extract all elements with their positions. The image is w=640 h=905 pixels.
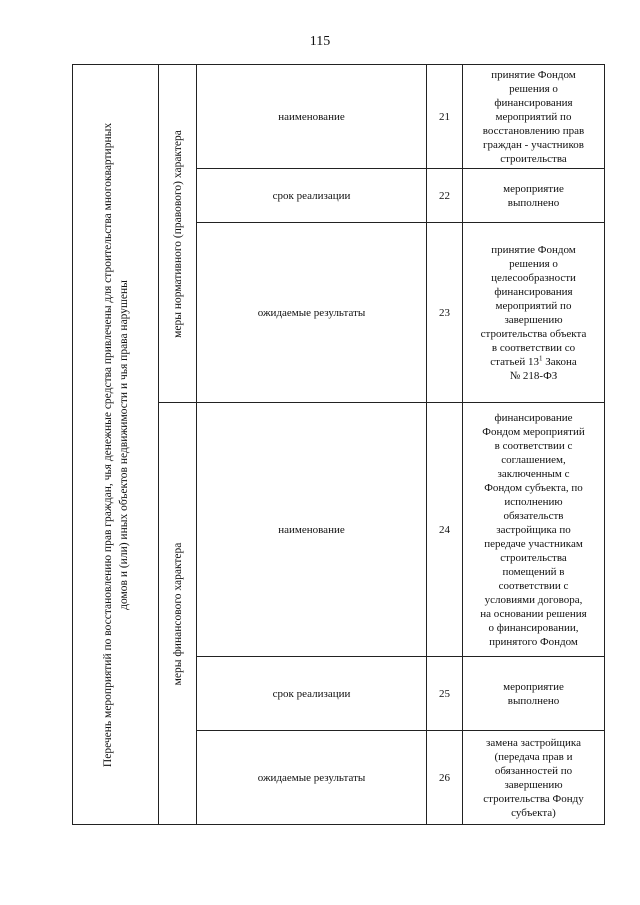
row-label: ожидаемые результаты	[197, 223, 427, 403]
row-value: мероприятие выполнено	[463, 657, 605, 731]
row-value: принятие Фондом решения о финансирования мероприятий по восстановлению прав граждан - участников строительства	[463, 65, 605, 169]
measures-table	[72, 64, 605, 825]
group-title: меры нормативного (правового) характера	[171, 129, 184, 338]
row-number: 25	[427, 657, 463, 731]
row-number: 24	[427, 403, 463, 657]
row-label: наименование	[197, 65, 427, 169]
row-label: ожидаемые результаты	[197, 731, 427, 825]
row-label: срок реализации	[197, 657, 427, 731]
page-number: 115	[309, 34, 331, 49]
row-number: 21	[427, 65, 463, 169]
row-label: наименование	[197, 403, 427, 657]
group-title: меры финансового характера	[171, 542, 184, 685]
row-value: замена застройщика (передача прав и обязанностей по завершению строительства Фонду субъекта)	[463, 731, 605, 825]
row-number: 26	[427, 731, 463, 825]
section-title-line: Перечень мероприятий по восстановлению прав граждан, чья денежные средства привлечены для строительства многоквартирных	[101, 122, 114, 767]
section-title-cell	[73, 65, 159, 825]
row-value: мероприятие выполнено	[463, 169, 605, 223]
row-value: принятие Фондом решения о целесообразности финансирования мероприятий по завершению строительства объекта в соответствии со статьей $13^1$ Закона № 218-ФЗ	[463, 223, 605, 403]
section-title-line: домов и (или) иных объектов недвижимости и чья права нарушены	[117, 279, 130, 610]
row-label: срок реализации	[197, 169, 427, 223]
section-title	[100, 65, 132, 825]
group-title-cell	[159, 403, 197, 825]
group-title-cell	[159, 65, 197, 403]
row-number: 23	[427, 223, 463, 403]
row-value: финансирование Фондом мероприятий в соответствии с соглашением, заключенным с Фондом субъекта, по исполнению обязательств застройщика по передаче участникам строительства помещений в соответствии с условиями договора, на основании решения о финансировании, принятого Фондом	[463, 403, 605, 657]
row-number: 22	[427, 169, 463, 223]
table-row	[73, 65, 605, 169]
